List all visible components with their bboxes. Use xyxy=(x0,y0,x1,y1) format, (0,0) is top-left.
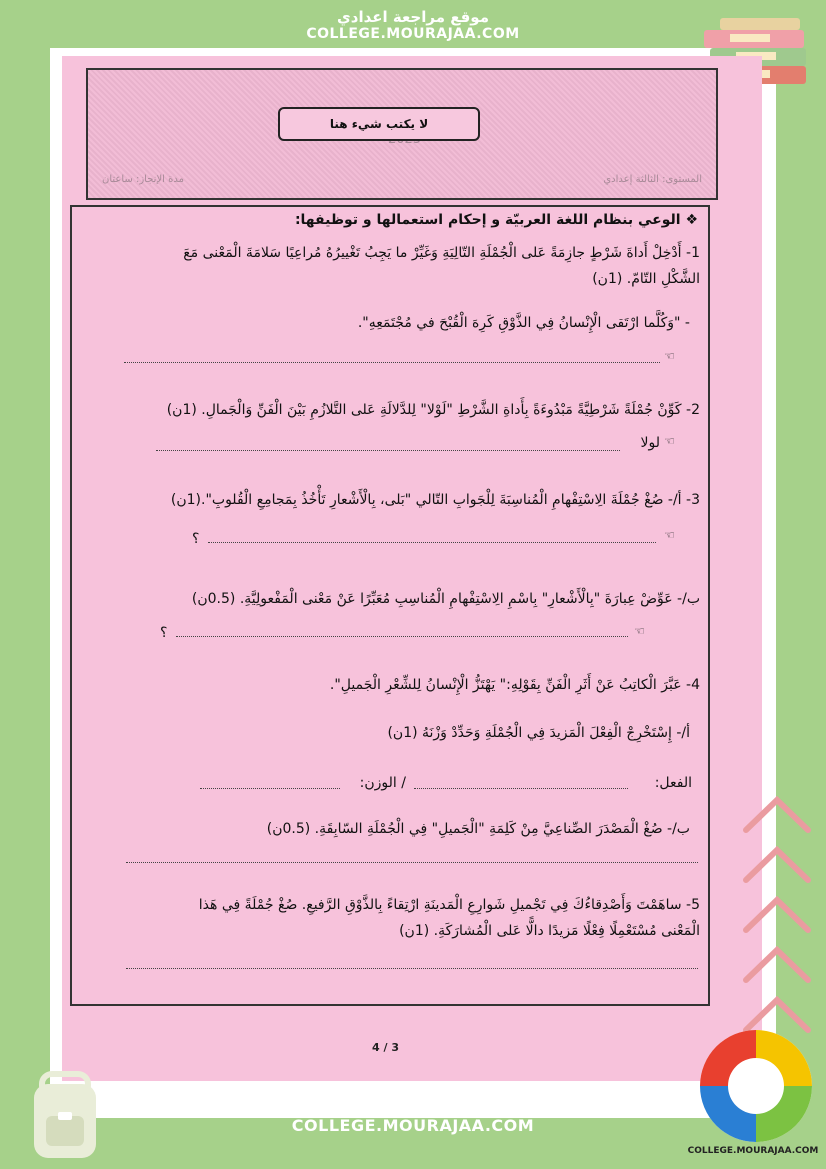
bottom-banner-arabic: موقع مراجعة اعدادي xyxy=(326,1096,500,1116)
pointing-hand-icon: ☜ xyxy=(664,349,675,363)
header-faded-duration: مدة الإنجاز: ساعتان xyxy=(102,174,184,185)
verb-answer-line[interactable] xyxy=(414,788,628,789)
answer-line[interactable] xyxy=(126,968,698,969)
question-4a-verb-label: الفعل: xyxy=(654,775,692,791)
question-1-sentence: - "وَكُلَّما ارْتَقى الْإِنْسانُ فِي الذَّوْقِ كَرِهَ الْقُبْحَ في مُجْتَمَعِهِ". xyxy=(357,315,690,331)
top-banner-url[interactable]: COLLEGE.MOURAJAA.COM xyxy=(306,26,520,42)
header-faded-level: المستوى: الثالثة إعدادي xyxy=(603,174,702,185)
question-3a-mark: ؟ xyxy=(192,531,200,547)
answer-line[interactable] xyxy=(208,542,656,543)
question-4: 4- عَبَّرَ الْكاتِبُ عَنْ أَثَرِ الْفَنِّ بِقَوْلِهِ:" يَهْتَزُّ الْإِنْسانُ لِلشِّعْرِ الْجَميلِ". xyxy=(329,677,700,693)
answer-line[interactable] xyxy=(156,450,620,451)
question-1-line-2: الشَّكْلِ التّامّ. (1ن) xyxy=(592,271,700,287)
answer-line[interactable] xyxy=(124,362,660,363)
answer-line[interactable] xyxy=(126,862,698,863)
question-4b: ب/- صُغْ الْمَصْدَرَ الصِّناعِيَّ مِنْ كَلِمَةِ "الْجَميلِ" فِي الْجُمْلَةِ السّابِقَةِ. (0.5ن) xyxy=(266,821,690,837)
page-number: 4 / 3 xyxy=(372,1041,399,1054)
question-1-line-1: 1- أَدْخِلْ أَداةَ شَرْطٍ جازِمَةً عَلى الْجُمْلَةِ التّالِيَةِ وَغَيِّرْ ما يَجِبُ تَغْييرُهُ مُراعِيًا سَلامَةَ الْمَعْنى مَعَ xyxy=(183,245,700,261)
question-4a: أ/- إِسْتَخْرِجْ الْفِعْلَ الْمَزيدَ فِي الْجُمْلَةِ وَحَدِّدْ وَزْنَهُ (1ن) xyxy=(387,725,690,741)
weight-answer-line[interactable] xyxy=(200,788,340,789)
top-banner-arabic: موقع مراجعة اعدادي xyxy=(337,8,489,26)
question-3a: 3- أ/- صُغْ جُمْلَةَ الِاسْتِفْهامِ الْمُناسِبَةَ لِلْجَوابِ التّالي "بَلى، بِالْأَشْعارِ تَأْخُذُ بِمَجامِعِ الْقُلوبِ".(1ن) xyxy=(170,492,700,508)
site-logo-text[interactable]: COLLEGE.MOURAJAA.COM xyxy=(687,1146,819,1156)
question-3b-mark: ؟ xyxy=(160,625,168,641)
pointing-hand-icon: ☜ xyxy=(634,624,645,638)
question-5-line-2: الْمَعْنى مُسْتَعْمِلًا فِعْلًا مَزيدًا دالًّا عَلى الْمُشارَكَةِ. (1ن) xyxy=(399,923,700,939)
pointing-hand-icon: ☜ xyxy=(664,434,675,448)
question-5-line-1: 5- ساهَمْتَ وَأَصْدِقاءُكَ فِي تَجْميلِ شَوارِعِ الْمَدينَةِ ارْتِقاءً بِالذَّوْقِ الرَّفيعِ. صُغْ جُمْلَةً فِي هَذا xyxy=(198,897,700,913)
bottom-banner-url[interactable]: COLLEGE.MOURAJAA.COM xyxy=(291,1116,535,1135)
question-3b: ب/- عَوِّضْ عِبارَةَ "بِالْأَشْعارِ" بِاسْمِ الِاسْتِفْهامِ الْمُناسِبِ مُعَبِّرًا عَنْ مَعْنى الْمَفْعولِيَّةِ. (0.5ن) xyxy=(191,591,700,607)
bottom-banner[interactable] xyxy=(0,1096,826,1135)
no-write-box: لا يكتب شيء هنا xyxy=(278,107,480,141)
question-4a-weight-label: / الوزن: xyxy=(359,775,406,791)
answer-line[interactable] xyxy=(176,636,628,637)
question-2: 2- كَوِّنْ جُمْلَةً شَرْطِيَّةً مَبْدُوءَةً بِأَداةِ الشَّرْطِ "لَوْلا" لِلدَّلالَةِ عَلى التَّلازُمِ بَيْنَ الْفَنِّ وَالْجَمالِ. (1ن) xyxy=(166,402,700,418)
chevron-up-icon xyxy=(736,790,818,1040)
section-title: ❖ الوعي بنظام اللغة العربيّة و إحكام استعمالها و توظيفها: xyxy=(294,212,698,228)
question-2-start-word: لولا xyxy=(640,435,660,451)
pointing-hand-icon: ☜ xyxy=(664,528,675,542)
